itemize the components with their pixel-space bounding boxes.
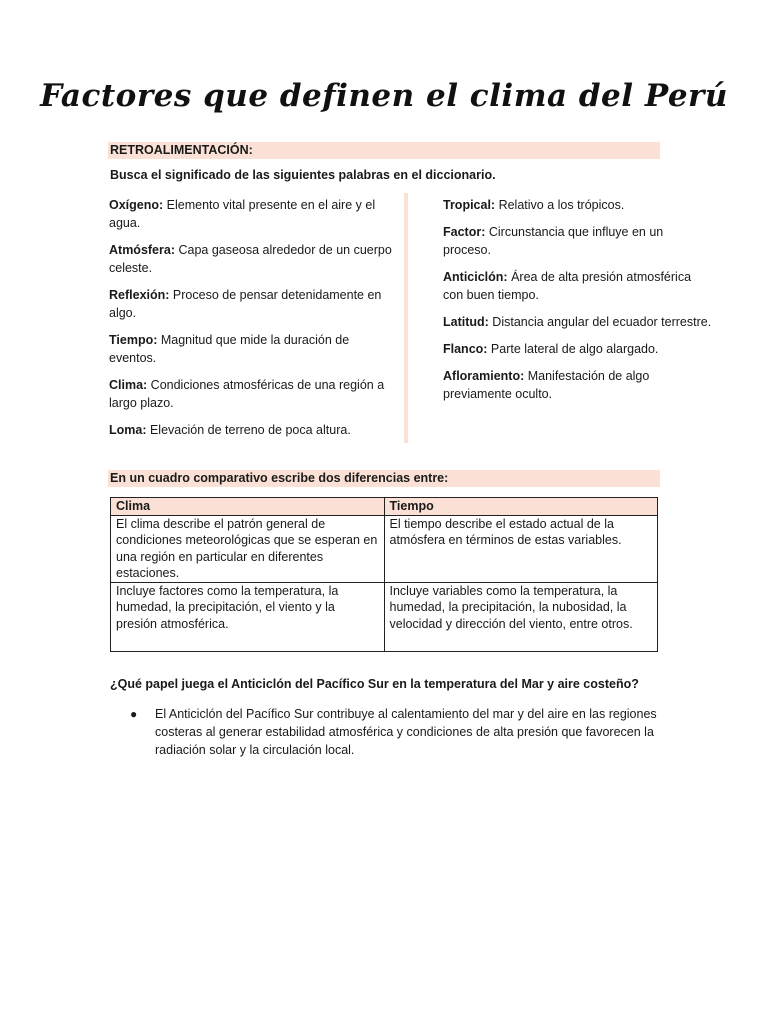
table-header-clima: Clima <box>111 498 385 516</box>
table-cell: El tiempo describe el estado actual de la atmósfera en términos de estas variables. <box>384 515 658 582</box>
glossary-definition: Proceso de pensar detenidamente en algo. <box>109 288 382 320</box>
glossary-entry <box>443 367 713 403</box>
question-text: ¿Qué papel juega el Anticiclón del Pacífico Sur en la temperatura del Mar y aire costeño? <box>110 677 639 691</box>
glossary-definition: Elemento vital presente en el aire y el agua. <box>109 198 376 230</box>
glossary-entry <box>443 223 713 259</box>
table-cell: Incluye factores como la temperatura, la humedad, la precipitación, el viento y la presión atmosférica. <box>111 582 385 651</box>
glossary-entry <box>443 268 713 304</box>
glossary-entry <box>443 313 713 331</box>
glossary-definition: Elevación de terreno de poca altura. <box>146 423 351 437</box>
glossary-definition: Área de alta presión atmosférica con buen tiempo. <box>443 270 692 302</box>
glossary-definition: Manifestación de algo previamente oculto. <box>443 369 650 401</box>
glossary-term: Oxígeno: <box>109 198 164 212</box>
glossary-term: Factor: <box>443 225 486 239</box>
glossary-definition: Capa gaseosa alrededor de un cuerpo celeste. <box>109 243 392 275</box>
glossary-definition: Magnitud que mide la duración de eventos. <box>109 333 350 365</box>
glossary-entry <box>109 376 394 412</box>
glossary-entry <box>109 241 394 277</box>
glossary-entry <box>109 286 394 322</box>
bullet-icon: ● <box>130 707 138 721</box>
glossary-term: Tropical: <box>443 198 496 212</box>
glossary-definition: Distancia angular del ecuador terrestre. <box>488 315 712 329</box>
glossary-definition: Relativo a los trópicos. <box>495 198 625 212</box>
glossary-term: Loma: <box>109 423 147 437</box>
comparison-table <box>110 497 658 652</box>
glossary-term: Afloramiento: <box>443 369 525 383</box>
glossary-left-column <box>109 196 394 448</box>
glossary-term: Anticiclón: <box>443 270 508 284</box>
instruction-text: Busca el significado de las siguientes palabras en el diccionario. <box>110 168 496 182</box>
glossary-definition: Condiciones atmosféricas de una región a largo plazo. <box>109 378 385 410</box>
glossary-term: Reflexión: <box>109 288 170 302</box>
glossary-entry <box>443 340 713 358</box>
glossary-term: Flanco: <box>443 342 488 356</box>
glossary-right-column <box>443 196 713 412</box>
answer-list-item <box>130 705 660 759</box>
glossary-entry <box>109 196 394 232</box>
section-heading-comparativo: En un cuadro comparativo escribe dos diferencias entre: <box>108 470 660 487</box>
glossary-definition: Parte lateral de algo alargado. <box>487 342 659 356</box>
table-cell: El clima describe el patrón general de condiciones meteorológicas que se esperan en una región en particular en diferentes estaciones. <box>111 515 385 582</box>
table-header-row <box>111 498 658 516</box>
glossary-entry <box>443 196 713 214</box>
page-title: Factores que definen el clima del Perú <box>40 78 728 114</box>
answer-text: El Anticiclón del Pacífico Sur contribuye al calentamiento del mar y del aire en las regiones costeras al generar estabilidad atmosférica y condiciones de alta presión que favorecen la radiación solar y la circulación local. <box>155 707 657 757</box>
table-row <box>111 582 658 651</box>
section-heading-retroalimentacion: RETROALIMENTACIÓN: <box>108 142 660 159</box>
glossary-term: Tiempo: <box>109 333 158 347</box>
table-header-tiempo: Tiempo <box>384 498 658 516</box>
glossary-entry <box>109 421 394 439</box>
table-row <box>111 515 658 582</box>
glossary-term: Clima: <box>109 378 148 392</box>
table-cell: Incluye variables como la temperatura, la humedad, la precipitación, la nubosidad, la velocidad y dirección del viento, entre otros. <box>384 582 658 651</box>
column-divider <box>404 193 408 443</box>
glossary-entry <box>109 331 394 367</box>
glossary-definition: Circunstancia que influye en un proceso. <box>443 225 664 257</box>
glossary-term: Latitud: <box>443 315 489 329</box>
glossary-term: Atmósfera: <box>109 243 175 257</box>
